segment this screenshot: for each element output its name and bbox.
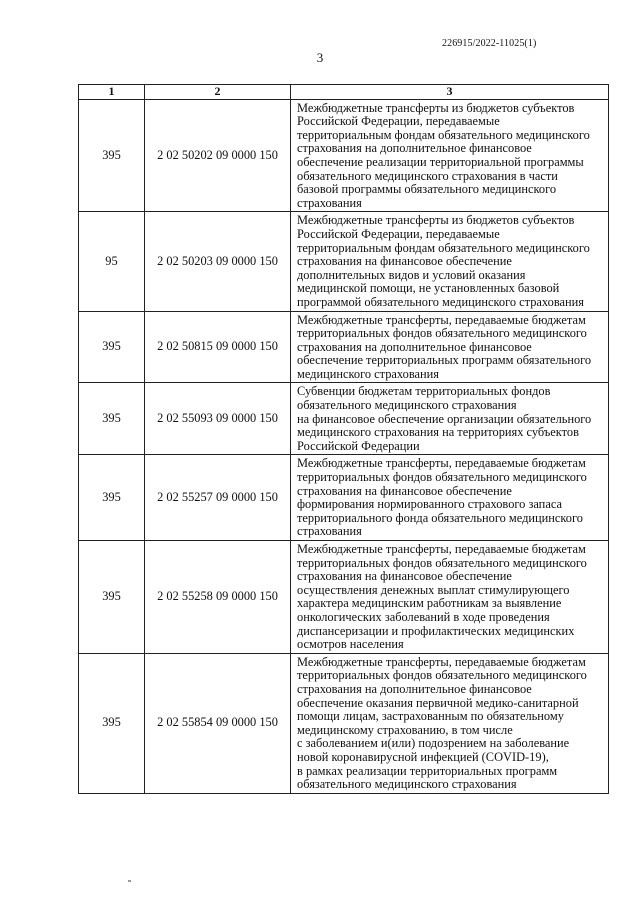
description-line: страхования на финансовое обеспечение: [297, 483, 512, 498]
description-line: страхования: [297, 524, 362, 539]
table-row: [79, 455, 609, 541]
admin-code-cell: 395: [79, 99, 145, 212]
description-line: Межбюджетные трансферты из бюджетов субъектов: [297, 213, 575, 228]
description-line: обязательного медицинского страхования: [297, 398, 517, 413]
description-line: Субвенции бюджетам территориальных фондов: [297, 384, 551, 399]
description-line: обеспечение реализации территориальной программы: [297, 154, 584, 169]
budget-code-cell: 2 02 50815 09 0000 150: [145, 311, 291, 383]
scan-mark: [128, 880, 131, 882]
description-line: медицинскому страхованию, в том числе: [297, 722, 513, 737]
column-header: 2: [145, 85, 291, 100]
description-line: страхования на дополнительное финансовое: [297, 339, 532, 354]
budget-code-cell: 2 02 55258 09 0000 150: [145, 541, 291, 654]
description-line: помощи лицам, застрахованным по обязательному: [297, 709, 564, 724]
description-line: дополнительных видов и условий оказания: [297, 267, 526, 282]
table-row: [79, 212, 609, 311]
budget-code-cell: 2 02 55854 09 0000 150: [145, 653, 291, 793]
description-cell: [291, 541, 609, 654]
description-cell: [291, 653, 609, 793]
description-line: медицинского страхования: [297, 366, 439, 381]
budget-classification-table: [78, 84, 609, 794]
description-line: в рамках реализации территориальных программ: [297, 763, 558, 778]
description-line: территориальным фондам обязательного медицинского: [297, 240, 590, 255]
table-row: [79, 99, 609, 212]
description-line: с заболеванием и(или) подозрением на заболевание: [297, 736, 570, 751]
admin-code-cell: 395: [79, 455, 145, 541]
page-number: 3: [316, 50, 324, 65]
table-row: [79, 653, 609, 793]
description-line: территориальным фондам обязательного медицинского: [297, 127, 590, 142]
description-line: Межбюджетные трансферты, передаваемые бюджетам: [297, 542, 586, 556]
description-line: новой коронавирусной инфекцией (COVID-19),: [297, 749, 549, 764]
description-line: территориальных фондов обязательного медицинского: [297, 555, 587, 570]
description-line: программой обязательного медицинского страхования: [297, 294, 584, 309]
description-cell: [291, 212, 609, 311]
description-line: обеспечение территориальных программ обязательного: [297, 353, 592, 368]
admin-code-cell: 95: [79, 212, 145, 311]
description-line: медицинской помощи, не установленных базовой: [297, 281, 560, 296]
column-header: 3: [291, 85, 609, 100]
description-line: территориальных фондов обязательного медицинского: [297, 668, 587, 683]
admin-code-cell: 395: [79, 311, 145, 383]
table-row: [79, 541, 609, 654]
description-line: формирования нормированного страхового запаса: [297, 497, 562, 512]
description-cell: [291, 455, 609, 541]
document-id: 226915/2022-11025(1): [442, 38, 537, 49]
description-cell: [291, 383, 609, 455]
description-line: Межбюджетные трансферты, передаваемые бюджетам: [297, 456, 586, 471]
description-line: осмотров населения: [297, 637, 404, 652]
table-body: [79, 99, 609, 793]
description-line: страхования: [297, 195, 362, 210]
column-header: 1: [79, 85, 145, 100]
budget-code-cell: 2 02 55093 09 0000 150: [145, 383, 291, 455]
budget-code-cell: 2 02 50203 09 0000 150: [145, 212, 291, 311]
admin-code-cell: 395: [79, 541, 145, 654]
description-line: территориальных фондов обязательного медицинского: [297, 470, 587, 485]
description-line: Российской Федерации, передаваемые: [297, 114, 500, 129]
description-line: территориального фонда обязательного медицинского: [297, 510, 583, 525]
description-line: медицинского страхования на территориях субъектов: [297, 425, 579, 440]
description-line: Российской Федерации, передаваемые: [297, 226, 500, 241]
description-line: Межбюджетные трансферты, передаваемые бюджетам: [297, 654, 586, 669]
description-line: обязательного медицинского страхования в части: [297, 168, 558, 183]
admin-code-cell: 395: [79, 653, 145, 793]
admin-code-cell: 395: [79, 383, 145, 455]
description-line: страхования на финансовое обеспечение: [297, 569, 512, 584]
table-row: [79, 383, 609, 455]
description-line: Российской Федерации: [297, 438, 420, 453]
description-line: на финансовое обеспечение организации обязательного: [297, 411, 592, 426]
description-line: обеспечение оказания первичной медико-санитарной: [297, 695, 579, 710]
description-line: территориальных фондов обязательного медицинского: [297, 326, 587, 341]
description-cell: [291, 311, 609, 383]
table-header-row: [79, 85, 609, 100]
description-line: диспансеризации и профилактических медицинских: [297, 623, 575, 638]
description-line: Межбюджетные трансферты из бюджетов субъектов: [297, 100, 575, 115]
description-line: осуществления денежных выплат стимулирующего: [297, 582, 570, 597]
description-line: страхования на дополнительное финансовое: [297, 141, 532, 156]
budget-code-cell: 2 02 50202 09 0000 150: [145, 99, 291, 212]
table-row: [79, 311, 609, 383]
description-line: базовой программы обязательного медицинского: [297, 182, 557, 197]
budget-code-cell: 2 02 55257 09 0000 150: [145, 455, 291, 541]
description-line: страхования на финансовое обеспечение: [297, 254, 512, 269]
description-line: характера медицинским работникам за выявление: [297, 596, 562, 611]
description-cell: [291, 99, 609, 212]
description-line: Межбюджетные трансферты, передаваемые бюджетам: [297, 312, 586, 327]
description-line: страхования на дополнительное финансовое: [297, 681, 532, 696]
description-line: онкологических заболеваний в ходе проведения: [297, 609, 550, 624]
description-line: обязательного медицинского страхования: [297, 777, 517, 792]
